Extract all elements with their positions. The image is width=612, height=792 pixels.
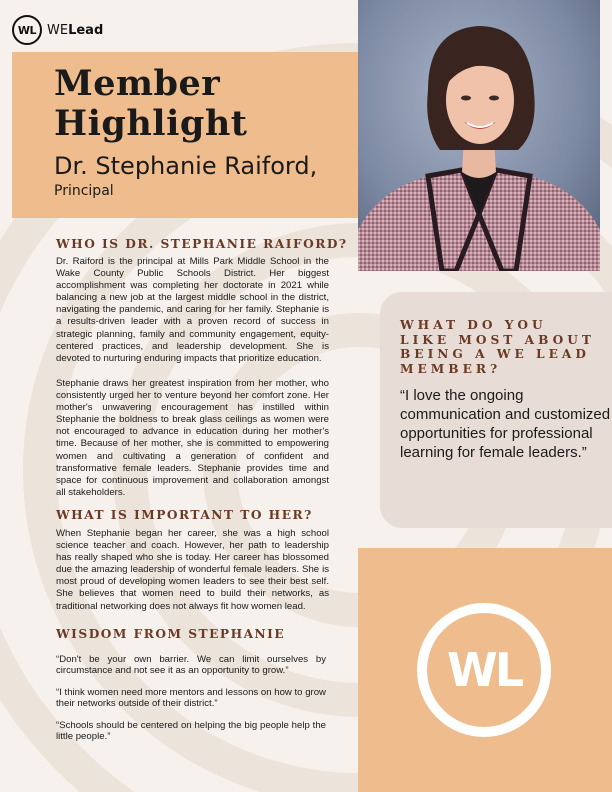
wisdom-quote-1: “Don't be your own barrier. We can limit ourselves by circumstance and not see it as an opportunity to grow.” bbox=[56, 654, 326, 676]
important-paragraph: When Stephanie began her career, she was a high school science teacher and coach. However, her path to leadership has really shaped who she is today. Her career has blossomed due the amazing leadership of wonderful female leaders. She is most proud of developing women leaders to see their best self. She believes that women need to build their networks, as traditional networking does not always fit how women lead. bbox=[56, 528, 329, 612]
title-line-1: Member bbox=[54, 63, 221, 104]
wisdom-quote-3: “Schools should be centered on helping the big people help the little people.” bbox=[56, 720, 326, 742]
member-name: Dr. Stephanie Raiford, bbox=[54, 152, 318, 180]
brand-name bbox=[47, 23, 103, 38]
who-paragraph-2: Stephanie draws her greatest inspiration from her mother, who consistently urged her to venture beyond her comfort zone. Her mother's unwavering encouragement has instilled within Stephanie the boldness to break glass ceilings as women were not encouraged to advance in education during her mother's time. Because of her mother, she is committed to empowering women and cultivating a generation of confident and transformative female leaders. Stephanie provides time and space for continuous improvement and collaboration amongst all stakeholders. bbox=[56, 378, 329, 498]
wl-circle-logo-icon bbox=[12, 15, 42, 45]
member-question-heading: WHAT DO YOU LIKE MOST ABOUT BEING A WE LEAD MEMBER? bbox=[400, 318, 595, 376]
brand-prefix: WE bbox=[47, 22, 69, 38]
portrait-photo bbox=[358, 0, 600, 271]
who-paragraph-1: Dr. Raiford is the principal at Mills Park Middle School in the Wake County Public Schools District. Her biggest accomplishment was completing her doctorate in 2021 while balancing a new job at the largest middle school in the district, navigating the pandemic, and caring for her family. Stephanie is a results-driven leader with a proven record of success in strategic planning, family and community engagement, equity-centered practices, and leadership development. She is devoted to nurturing enduring impacts that prioritize education. bbox=[56, 256, 329, 364]
page-title bbox=[54, 64, 247, 144]
member-question-card bbox=[380, 292, 612, 528]
portrait-image-icon bbox=[358, 0, 600, 271]
who-heading: WHO IS DR. STEPHANIE RAIFORD? bbox=[56, 237, 348, 251]
bottom-logo-panel bbox=[358, 548, 612, 792]
brand-logo[interactable] bbox=[12, 14, 103, 46]
hero-banner bbox=[12, 52, 358, 218]
title-line-2: Highlight bbox=[54, 103, 248, 144]
member-role: Principal bbox=[54, 183, 114, 199]
wl-ring-logo-letters: WL bbox=[446, 643, 522, 697]
wl-ring-logo-icon bbox=[414, 600, 554, 740]
logo-badge-letters: WL bbox=[17, 23, 37, 37]
member-answer-quote: “I love the ongoing communication and customized opportunities for professional learning for female leaders.” bbox=[400, 387, 611, 461]
wisdom-quote-2: “I think women need more mentors and lessons on how to grow their networks outside of their district.” bbox=[56, 687, 326, 709]
brand-bold: Lead bbox=[68, 22, 104, 38]
wisdom-heading: WISDOM FROM STEPHANIE bbox=[56, 627, 286, 641]
important-heading: WHAT IS IMPORTANT TO HER? bbox=[56, 508, 313, 522]
